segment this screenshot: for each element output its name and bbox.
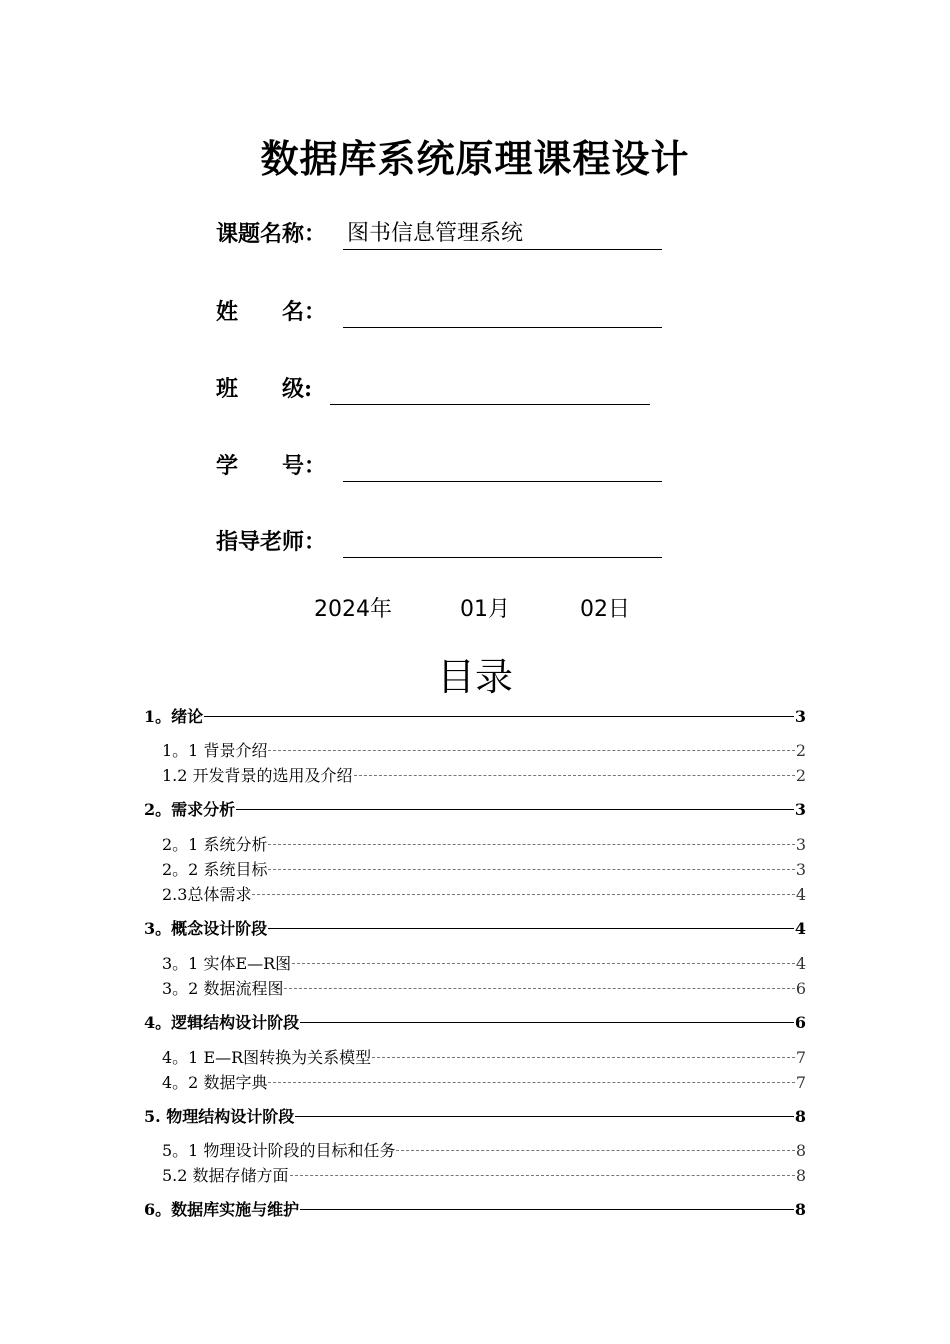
toc-leader [300, 1209, 794, 1210]
date-year: 2024年 [314, 597, 392, 622]
toc-leader [268, 844, 794, 845]
field-underline [343, 531, 662, 558]
toc-leader [204, 716, 794, 717]
toc-entry[interactable] [162, 1045, 806, 1068]
toc-entry[interactable] [144, 916, 806, 939]
field-underline [343, 301, 662, 328]
toc-entry-label: 3。1 实体E—R图 [162, 954, 292, 973]
toc-entry-page: 4 [794, 919, 806, 938]
toc-leader [284, 988, 794, 989]
toc-entry-page: 7 [795, 1048, 806, 1067]
toc-entry-page: 4 [795, 885, 806, 904]
field-value: 图书信息管理系统 [347, 221, 524, 246]
toc-leader [268, 928, 794, 929]
toc-entry-label: 3。2 数据流程图 [162, 979, 284, 998]
toc-entry[interactable] [144, 1104, 806, 1127]
toc-entry-label: 2.3总体需求 [162, 885, 252, 904]
toc-entry-page: 4 [795, 954, 806, 973]
field-label: 指导老师： [216, 529, 327, 555]
toc-entry-page: 8 [794, 1107, 806, 1126]
toc-entry-label: 4。逻辑结构设计阶段 [144, 1013, 300, 1032]
field-label: 课题名称： [216, 221, 327, 247]
toc-entry-label: 2。需求分析 [144, 800, 236, 819]
toc-entry[interactable] [162, 1138, 806, 1161]
toc-entry-page: 3 [794, 800, 806, 819]
toc-leader [252, 894, 794, 895]
field-label: 姓 名： [216, 299, 327, 325]
toc-entry-label: 5。1 物理设计阶段的目标和任务 [162, 1141, 396, 1160]
toc-entry-label: 4。1 E—R图转换为关系模型 [162, 1048, 372, 1067]
toc-entry-label: 5.2 数据存储方面 [162, 1166, 289, 1185]
document-title: 数据库系统原理课程设计 [260, 137, 690, 181]
toc-entry-page: 2 [795, 766, 806, 785]
toc-entry-page: 2 [795, 741, 806, 760]
field-advisor [216, 524, 662, 558]
toc-entry-label: 1。绪论 [144, 707, 204, 726]
field-student-id [216, 448, 662, 482]
field-class [216, 371, 650, 405]
toc-leader [268, 869, 794, 870]
date-month: 01月 [460, 597, 510, 622]
toc-entry[interactable] [162, 857, 806, 880]
toc-leader [372, 1057, 795, 1058]
toc-entry-page: 6 [794, 1013, 806, 1032]
toc-entry[interactable] [144, 704, 806, 727]
toc-entry-label: 2。2 系统目标 [162, 860, 268, 879]
toc-entry-label: 4。2 数据字典 [162, 1073, 268, 1092]
toc-entry-page: 3 [795, 835, 806, 854]
toc-entry[interactable] [162, 763, 806, 786]
toc-leader [268, 750, 794, 751]
toc-entry-page: 8 [795, 1166, 806, 1185]
toc-leader [295, 1116, 794, 1117]
toc-entry-label: 3。概念设计阶段 [144, 919, 268, 938]
toc-entry[interactable] [162, 976, 806, 999]
toc-entry[interactable] [162, 882, 806, 905]
field-underline [330, 378, 650, 405]
toc-entry-page: 7 [795, 1073, 806, 1092]
field-label: 学 号： [216, 453, 327, 479]
field-name [216, 294, 662, 328]
toc-entry-page: 6 [795, 979, 806, 998]
toc-entry-page: 8 [795, 1141, 806, 1160]
toc-entry-label: 1。1 背景介绍 [162, 741, 268, 760]
toc-entry-page: 3 [795, 860, 806, 879]
toc-entry[interactable] [144, 1197, 806, 1220]
toc-entry-page: 8 [794, 1200, 806, 1219]
field-underline [343, 455, 662, 482]
field-course-topic [216, 216, 662, 250]
toc-entry[interactable] [162, 832, 806, 855]
toc-entry[interactable] [144, 1010, 806, 1033]
toc-entry[interactable] [162, 1070, 806, 1093]
toc-entry[interactable] [162, 738, 806, 761]
toc-leader [268, 1082, 794, 1083]
toc-title: 目录 [436, 655, 513, 699]
field-underline [343, 223, 662, 250]
toc-entry[interactable] [162, 951, 806, 974]
toc-entry-label: 5. 物理结构设计阶段 [144, 1107, 295, 1126]
toc-entry-label: 1.2 开发背景的选用及介绍 [162, 766, 353, 785]
toc-leader [354, 775, 795, 776]
date-day: 02日 [580, 597, 630, 622]
toc-entry-page: 3 [794, 707, 806, 726]
toc-leader [300, 1022, 794, 1023]
toc-leader [290, 1175, 795, 1176]
toc-entry[interactable] [144, 797, 806, 820]
toc-leader [236, 809, 794, 810]
toc-entry-label: 6。数据库实施与维护 [144, 1200, 300, 1219]
toc-entry[interactable] [162, 1163, 806, 1186]
toc-entry-label: 2。1 系统分析 [162, 835, 268, 854]
toc-leader [396, 1150, 794, 1151]
toc-leader [292, 963, 795, 964]
field-label: 班 级: [216, 376, 313, 402]
